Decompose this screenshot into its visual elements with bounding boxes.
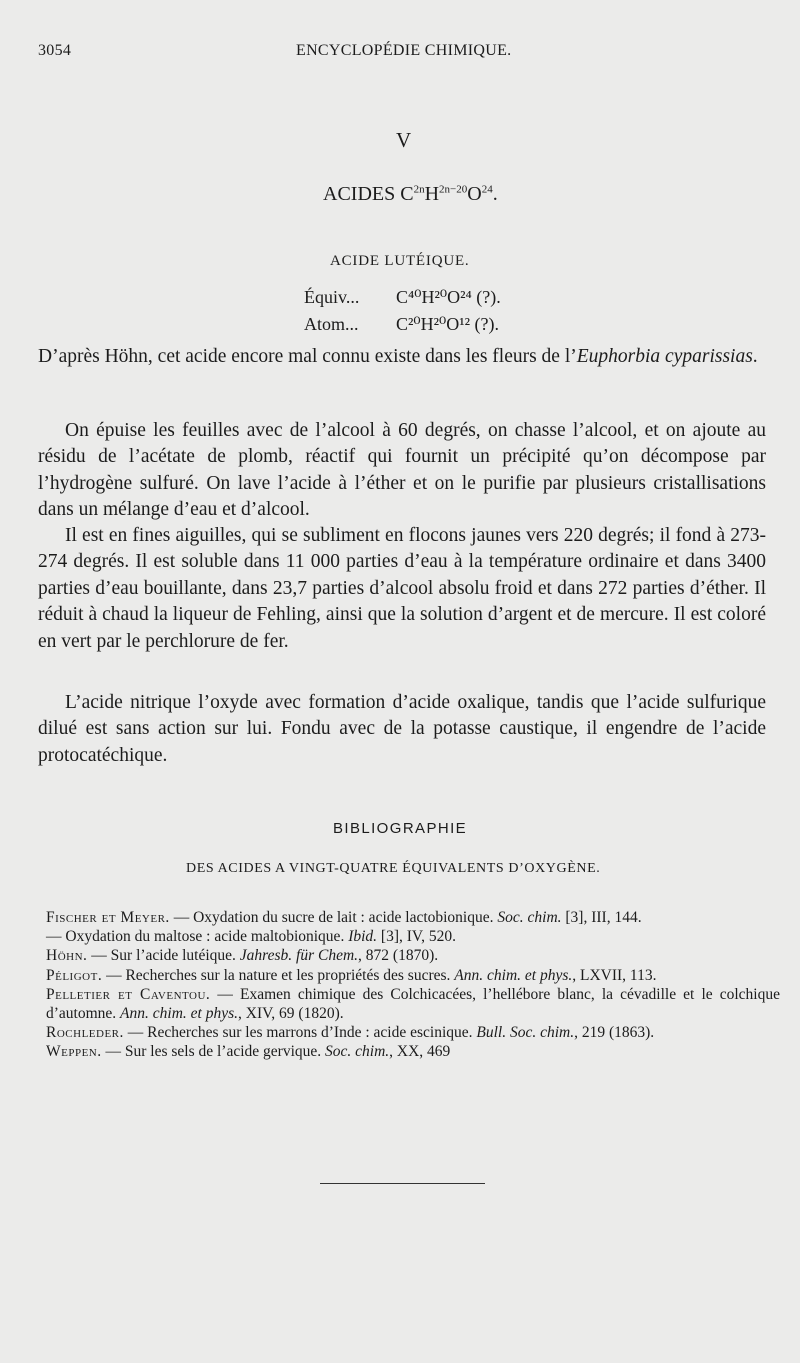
ref-author: Péligot. (46, 966, 103, 984)
ref-source: Jahresb. für Chem. (239, 947, 359, 965)
ref-source: Bull. Soc. chim. (476, 1024, 575, 1042)
species-name: Euphorbia cyparissias (576, 346, 753, 367)
formula-atom (304, 314, 499, 335)
formula-equiv-value: C⁴⁰H²⁰O²⁴ (?). (396, 287, 501, 307)
ref-author: Fischer et Meyer. (46, 909, 170, 926)
ref-author: Pelletier et Caventou. (46, 985, 211, 1003)
page-number: 3054 (38, 42, 72, 59)
ref-rest: , 219 (1863). (574, 1024, 655, 1042)
section-title-sup: 2n (413, 183, 425, 196)
ref-source: Ann. chim. et phys. (120, 1005, 238, 1023)
bibliography-entry (46, 1023, 780, 1042)
bibliography-heading: BIBLIOGRAPHIE (333, 820, 468, 837)
section-title-end: . (492, 183, 498, 205)
paragraph-reactions: L’acide nitrique l’oxyde avec formation d’acide oxalique, tandis que l’acide sulfurique dilué est sans action sur lui. Fondu avec de la potasse caustique, il engendre de l’acide protocatéchique. (38, 692, 766, 766)
ref-rest: [3], IV, 520. (377, 928, 456, 946)
formula-equiv (304, 287, 501, 308)
ref-rest: , LXVII, 113. (572, 966, 657, 984)
paragraph-preparation: On épuise les feuilles avec de l’alcool à 60 degrés, on chasse l’alcool, et on ajoute au résidu de l’acétate de plomb, réactif qui fournit un précipité qu’on décompose par l’hydrogène sulfuré. On lave l’acide à l’éther et on le purifie par plusieurs cristallisations dans un mélange d’eau et d’alcool. (38, 420, 766, 521)
ref-text: — Recherches sur la nature et les propriétés des sucres. (102, 966, 455, 984)
ref-rest: , XIV, 69 (1820). (238, 1005, 344, 1023)
section-title-sup: 24 (481, 183, 493, 196)
formula-atom-label: Atom... (304, 314, 359, 334)
bibliography-entry (46, 908, 780, 927)
bibliography-entry (46, 985, 780, 1023)
ref-source: Soc. chim. (325, 1043, 390, 1061)
formula-equiv-label: Équiv... (304, 287, 360, 307)
running-title: ENCYCLOPÉDIE CHIMIQUE. (296, 42, 512, 59)
bibliography-entry (46, 1042, 780, 1061)
ref-text: — Recherches sur les marrons d’Inde : acide escinique. (123, 1024, 477, 1042)
paragraph-properties: Il est en fines aiguilles, qui se subliment en flocons jaunes vers 220 degrés; il fond à 273-274 degrés. Il est soluble dans 11 000 parties d’eau à la température ordinaire et dans 3400 parties d’eau bouillante, dans 23,7 parties d’alcool absolu froid et dans 272 parties d’éther. Il réduit à chaud la liqueur de Fehling, ainsi que la solution d’argent et de mercure. Il est coloré en vert par le perchlorure de fer. (38, 525, 766, 652)
ref-source: Ann. chim. et phys. (454, 966, 573, 984)
ref-text: — Oxydation du maltose : acide maltobionique. (46, 928, 349, 946)
bibliography-entry (46, 966, 780, 985)
ref-author: Weppen. (46, 1043, 102, 1061)
paragraph-intro-end: . (752, 346, 758, 367)
ref-source: Ibid. (348, 928, 378, 946)
ref-rest: , XX, 469 (389, 1043, 451, 1061)
ref-author: Höhn. (46, 947, 88, 965)
ref-text: — Sur l’acide lutéique. (87, 947, 240, 965)
bibliography-subheading: DES ACIDES A VINGT-QUATRE ÉQUIVALENTS D’OXYGÈNE. (186, 861, 601, 876)
bibliography-list (46, 908, 780, 1062)
ref-text: — Sur les sels de l’acide gervique. (101, 1043, 326, 1061)
section-title-prefix: ACIDES C (323, 183, 414, 205)
section-numeral: V (396, 128, 412, 152)
paragraph-intro (38, 344, 766, 370)
ref-source: Soc. chim. (497, 909, 562, 926)
bibliography-entry (46, 927, 780, 946)
ref-author: Rochleder. (46, 1024, 124, 1042)
ref-rest: , 872 (1870). (358, 947, 439, 965)
closing-rule (320, 1183, 485, 1184)
bibliography-entry (46, 946, 780, 965)
section-title-h: H (424, 183, 440, 205)
formula-atom-value: C²⁰H²⁰O¹² (?). (396, 314, 499, 334)
section-title-sup: 2n−20 (439, 183, 468, 196)
paragraph-intro-text: D’après Höhn, cet acide encore mal connu existe dans les fleurs de l’ (38, 346, 577, 367)
section-title (323, 183, 498, 206)
ref-text: — Examen chimique des Colchicacées, l’hellébore blanc, la cévadille et le colchique d’automne. (46, 985, 780, 1023)
acid-subtitle: ACIDE LUTÉIQUE. (330, 253, 470, 269)
ref-rest: [3], III, 144. (561, 909, 642, 926)
section-title-o: O (467, 183, 482, 205)
ref-text: — Oxydation du sucre de lait : acide lactobionique. (169, 909, 498, 926)
